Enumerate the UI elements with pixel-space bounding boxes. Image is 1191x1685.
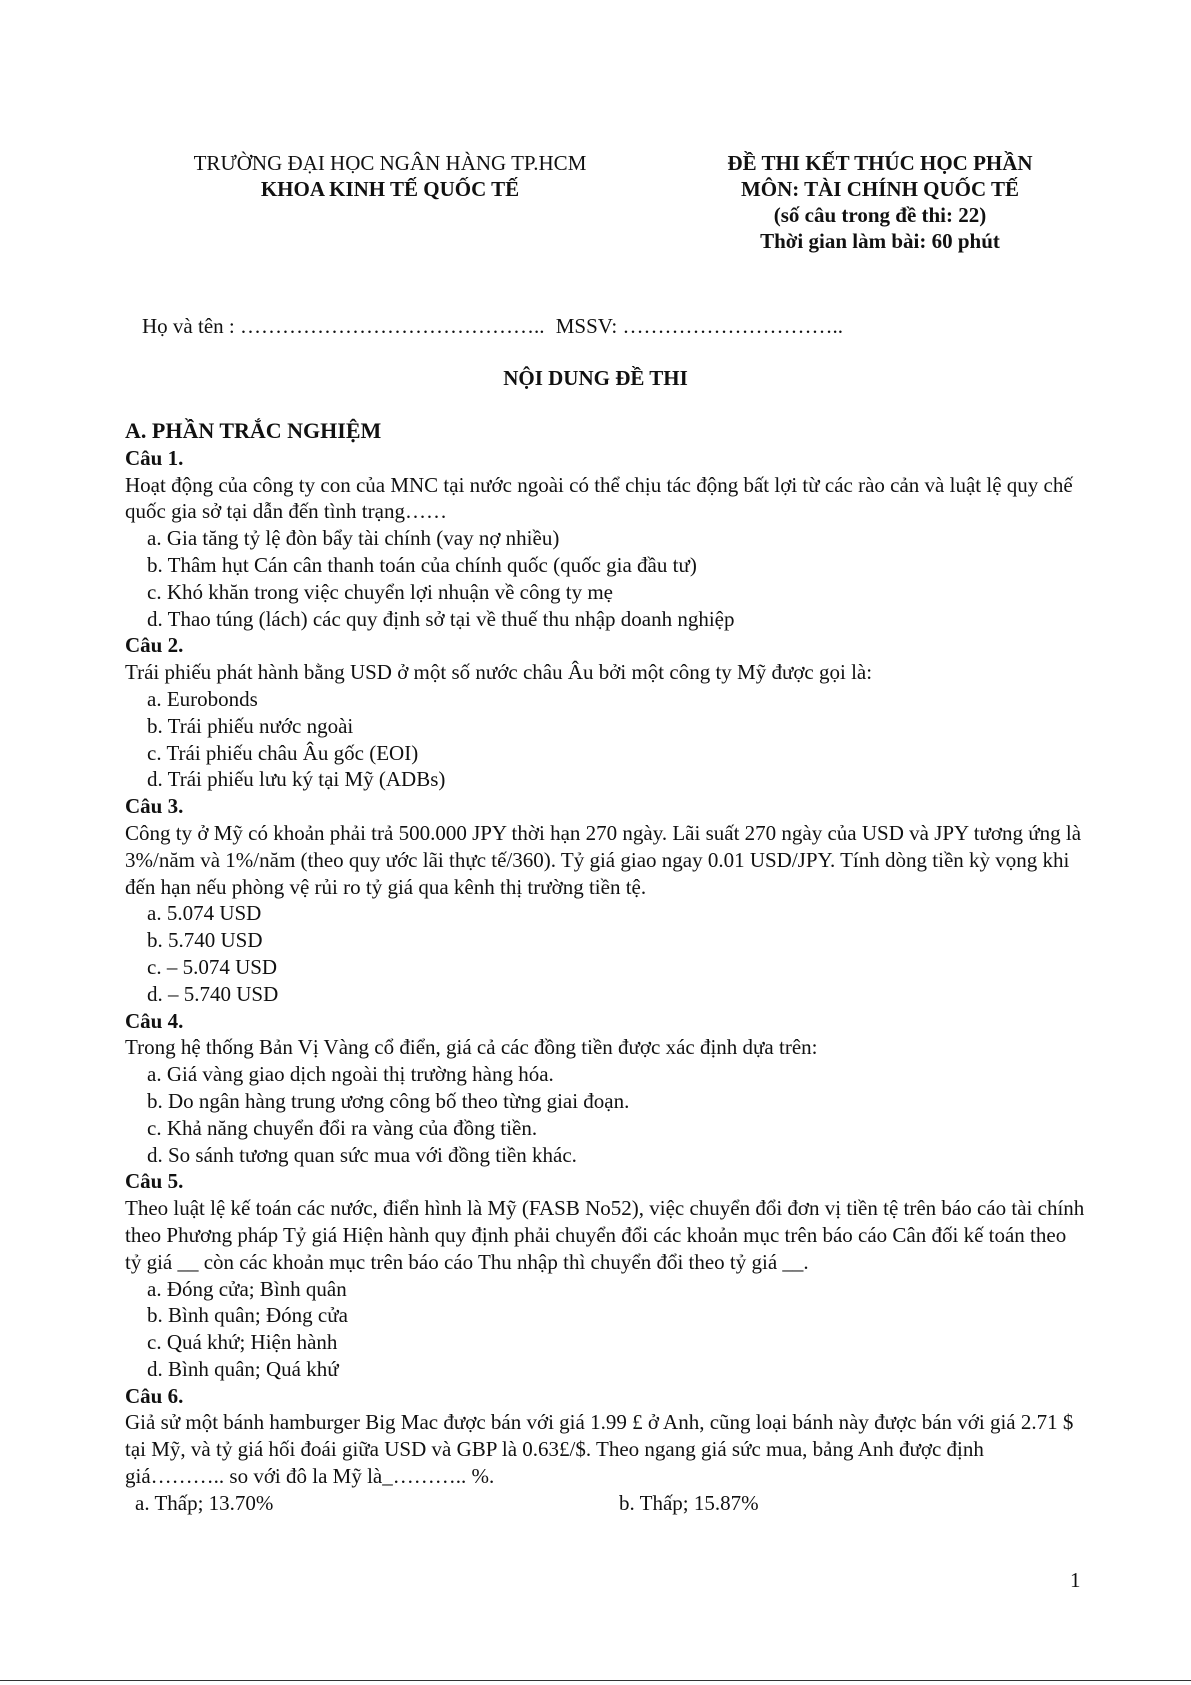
header-right [690,150,1070,254]
header-left [150,150,630,202]
question-label: Câu 1. [125,445,184,470]
option-b: b. Thâm hụt Cán cân thanh toán của chính quốc (quốc gia đầu tư) [147,552,697,577]
question-label: Câu 3. [125,794,184,819]
option-d: d. So sánh tương quan sức mua với đồng tiền khác. [147,1142,577,1167]
subject-name: MÔN: TÀI CHÍNH QUỐC TẾ [740,177,1020,201]
question-label: Câu 2. [125,633,184,658]
question-1 [125,445,1085,633]
question-count: (số câu trong đề thi: 22) [773,203,987,227]
university-name: TRƯỜNG ĐẠI HỌC NGÂN HÀNG TP.HCM [193,151,587,175]
question-text: Công ty ở Mỹ có khoản phải trả 500.000 JPY thời hạn 270 ngày. Lãi suất 270 ngày của USD và JPY tương ứng là 3%/năm và 1%/năm (theo quy ước lãi thực tế/360). Tỷ giá giao ngay 0.01 USD/JPY. Tính dòng tiền kỳ vọng khi đến hạn nếu phòng vệ rủi ro tỷ giá qua kênh thị trường tiền tệ. [125,820,1082,899]
option-a: a. 5.074 USD [147,901,262,926]
option-a: a. Gia tăng tỷ lệ đòn bẩy tài chính (vay nợ nhiều) [147,526,560,551]
faculty-name: KHOA KINH TẾ QUỐC TẾ [260,177,520,201]
option-b: b. Bình quân; Đóng cửa [147,1303,348,1328]
question-text: Trái phiếu phát hành bằng USD ở một số nước châu Âu bởi một công ty Mỹ được gọi là: [125,660,873,685]
student-info [142,314,843,339]
option-c: c. Khó khăn trong việc chuyển lợi nhuận về công ty mẹ [147,579,613,604]
question-5 [125,1168,1085,1382]
student-id-field: MSSV: ………………………….. [555,314,843,338]
exam-title: NỘI DUNG ĐỀ THI [503,366,688,390]
option-a: a. Thấp; 13.70% [135,1490,274,1515]
exam-duration: Thời gian làm bài: 60 phút [760,229,1000,253]
option-row [125,1490,1085,1517]
question-label: Câu 5. [125,1169,184,1194]
question-label: Câu 6. [125,1383,184,1408]
section-heading: A. PHẦN TRẮC NGHIỆM [125,418,382,443]
question-4 [125,1008,1085,1169]
question-text: Giả sử một bánh hamburger Big Mac được bán với giá 1.99 £ ở Anh, cũng loại bánh này được bán với giá 2.71 $ tại Mỹ, và tỷ giá hối đoái giữa USD và GBP là 0.63£/$. Theo ngang giá sức mua, bảng Anh được định giá……….. so với đô la Mỹ là_……….. %. [125,1410,1074,1489]
footer-divider [0,1680,1191,1681]
student-name-field: Họ và tên : …………………………………….. [142,314,545,338]
option-c: c. Trái phiếu châu Âu gốc (EOI) [147,740,419,765]
question-2 [125,632,1085,793]
page-number: 1 [1070,1568,1081,1592]
question-text: Trong hệ thống Bản Vị Vàng cổ điển, giá cả các đồng tiền được xác định dựa trên: [125,1035,818,1060]
option-d: d. Bình quân; Quá khứ [147,1356,339,1381]
option-d: d. – 5.740 USD [147,981,279,1006]
option-d: d. Trái phiếu lưu ký tại Mỹ (ADBs) [147,767,446,792]
option-c: c. Khả năng chuyển đổi ra vàng của đồng tiền. [147,1115,538,1140]
question-6 [125,1383,1085,1517]
option-b: b. 5.740 USD [147,928,263,953]
option-c: c. – 5.074 USD [147,954,278,979]
option-d: d. Thao túng (lách) các quy định sở tại về thuế thu nhập doanh nghiệp [147,606,735,631]
option-b: b. Do ngân hàng trung ương công bố theo từng giai đoạn. [147,1088,630,1113]
question-text: Hoạt động của công ty con của MNC tại nước ngoài có thể chịu tác động bất lợi từ các rào cản và luật lệ quy chế quốc gia sở tại dẫn đến tình trạng…… [125,472,1073,524]
question-text: Theo luật lệ kế toán các nước, điển hình là Mỹ (FASB No52), việc chuyển đổi đơn vị tiền tệ trên báo cáo tài chính theo Phương pháp Tỷ giá Hiện hành quy định phải chuyển đổi các khoản mục trên báo cáo Cân đối kế toán theo tỷ giá __ còn các khoản mục trên báo cáo Thu nhập thì chuyển đổi theo tỷ giá __. [125,1196,1085,1274]
option-b: b. Thấp; 15.87% [619,1490,759,1515]
question-3 [125,793,1085,1007]
option-a: a. Giá vàng giao dịch ngoài thị trường hàng hóa. [147,1062,554,1087]
question-label: Câu 4. [125,1008,184,1033]
option-a: a. Eurobonds [147,686,258,711]
exam-type: ĐỀ THI KẾT THÚC HỌC PHẦN [727,151,1033,175]
exam-content [125,418,1085,1517]
option-b: b. Trái phiếu nước ngoài [147,713,354,738]
option-a: a. Đóng cửa; Bình quân [147,1276,347,1301]
option-c: c. Quá khứ; Hiện hành [147,1330,338,1355]
